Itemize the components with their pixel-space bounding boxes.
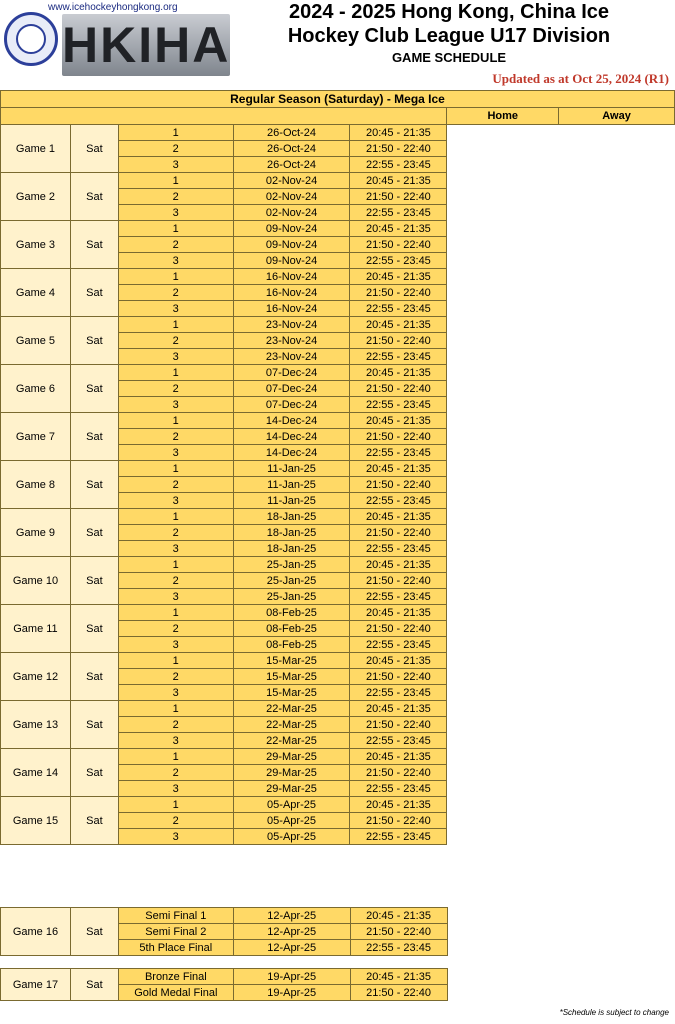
slot-time: 22:55 - 23:45 [350,637,447,653]
page-title-line1: 2024 - 2025 Hong Kong, China Ice [288,1,610,23]
slot-date: 26-Oct-24 [233,125,350,141]
slot-number: 1 [118,221,233,237]
slot-number: 3 [118,733,233,749]
slot-time: 22:55 - 23:45 [350,733,447,749]
slot-time: 21:50 - 22:40 [350,621,447,637]
slot-number: 1 [118,461,233,477]
slot-number: Semi Final 2 [118,924,233,940]
slot-time: 21:50 - 22:40 [350,924,447,940]
game-day: Sat [70,701,118,749]
slot-date: 29-Mar-25 [233,781,350,797]
slot-number: 3 [118,589,233,605]
slot-number: 1 [118,173,233,189]
slot-time: 20:45 - 21:35 [350,317,447,333]
slot-time: 21:50 - 22:40 [350,141,447,157]
slot-time: 20:45 - 21:35 [350,173,447,189]
slot-date: 02-Nov-24 [233,205,350,221]
slot-date: 07-Dec-24 [233,397,350,413]
slot-date: 11-Jan-25 [233,461,350,477]
association-seal-icon [4,12,58,66]
slot-time: 20:45 - 21:35 [350,413,447,429]
game-day: Sat [70,509,118,557]
slot-date: 18-Jan-25 [233,509,350,525]
slot-date: 23-Nov-24 [233,317,350,333]
table-row [1,969,675,985]
table-row [1,701,675,717]
slot-date: 02-Nov-24 [233,189,350,205]
slot-number: 3 [118,253,233,269]
slot-number: 1 [118,605,233,621]
logo-text: HKIHA [62,17,231,73]
playoffs-table [0,907,675,956]
slot-date: 07-Dec-24 [233,381,350,397]
slot-date: 15-Mar-25 [233,685,350,701]
slot-number: 3 [118,205,233,221]
slot-time: 22:55 - 23:45 [350,589,447,605]
slot-number: 2 [118,285,233,301]
slot-time: 21:50 - 22:40 [350,765,447,781]
slot-date: 07-Dec-24 [233,365,350,381]
game-label: Game 11 [1,605,71,653]
game-label: Game 12 [1,653,71,701]
game-day: Sat [70,173,118,221]
slot-number: 3 [118,301,233,317]
game-label: Game 16 [1,908,71,956]
slot-time: 22:55 - 23:45 [350,940,447,956]
table-row [1,413,675,429]
slot-time: 20:45 - 21:35 [350,701,447,717]
page-title-line2: Hockey Club League U17 Division [287,25,611,47]
slot-date: 23-Nov-24 [233,333,350,349]
slot-number: 3 [118,157,233,173]
season-title: Regular Season (Saturday) - Mega Ice [1,91,675,108]
slot-number: 3 [118,445,233,461]
slot-date: 16-Nov-24 [233,301,350,317]
slot-number: 2 [118,669,233,685]
game-label: Game 13 [1,701,71,749]
slot-date: 14-Dec-24 [233,429,350,445]
slot-date: 08-Feb-25 [233,637,350,653]
slot-time: 21:50 - 22:40 [350,669,447,685]
regular-season-table [0,90,675,845]
slot-date: 25-Jan-25 [233,589,350,605]
table-row [1,269,675,285]
game-label: Game 5 [1,317,71,365]
slot-number: 3 [118,829,233,845]
slot-time: 21:50 - 22:40 [350,237,447,253]
slot-date: 26-Oct-24 [233,157,350,173]
slot-number: 2 [118,573,233,589]
game-day: Sat [70,908,118,956]
slot-time: 22:55 - 23:45 [350,205,447,221]
slot-number: 1 [118,413,233,429]
game-label: Game 10 [1,557,71,605]
slot-time: 22:55 - 23:45 [350,253,447,269]
slot-time: 20:45 - 21:35 [350,557,447,573]
game-label: Game 8 [1,461,71,509]
slot-number: 3 [118,541,233,557]
game-label: Game 14 [1,749,71,797]
updated-date: Updated as at Oct 25, 2024 (R1) [492,71,669,86]
table-row [1,461,675,477]
slot-time: 20:45 - 21:35 [350,221,447,237]
game-day: Sat [70,125,118,173]
slot-time: 21:50 - 22:40 [350,717,447,733]
game-label: Game 3 [1,221,71,269]
game-day: Sat [70,797,118,845]
slot-time: 21:50 - 22:40 [350,477,447,493]
slot-date: 15-Mar-25 [233,653,350,669]
game-label: Game 9 [1,509,71,557]
slot-number: 3 [118,493,233,509]
slot-date: 02-Nov-24 [233,173,350,189]
home-header: Home [447,108,559,125]
slot-date: 14-Dec-24 [233,445,350,461]
slot-date: 12-Apr-25 [233,908,350,924]
game-day: Sat [70,653,118,701]
slot-time: 21:50 - 22:40 [350,573,447,589]
slot-date: 09-Nov-24 [233,237,350,253]
slot-time: 22:55 - 23:45 [350,781,447,797]
slot-date: 09-Nov-24 [233,221,350,237]
slot-date: 18-Jan-25 [233,541,350,557]
slot-time: 22:55 - 23:45 [350,685,447,701]
game-day: Sat [70,969,118,1001]
slot-number: 2 [118,525,233,541]
header-spacer [1,108,447,125]
game-day: Sat [70,461,118,509]
slot-number: 2 [118,429,233,445]
slot-time: 22:55 - 23:45 [350,157,447,173]
slot-number: 3 [118,781,233,797]
slot-time: 22:55 - 23:45 [350,301,447,317]
slot-time: 21:50 - 22:40 [350,985,447,1001]
table-row [1,557,675,573]
slot-number: 2 [118,813,233,829]
slot-time: 22:55 - 23:45 [350,445,447,461]
slot-time: 21:50 - 22:40 [350,333,447,349]
away-header: Away [559,108,675,125]
game-day: Sat [70,269,118,317]
slot-number: 2 [118,189,233,205]
slot-number: 2 [118,621,233,637]
slot-number: 1 [118,125,233,141]
games-body [1,125,675,845]
game-day: Sat [70,605,118,653]
table-row [1,125,675,141]
slot-number: Bronze Final [118,969,233,985]
game-day: Sat [70,749,118,797]
slot-date: 11-Jan-25 [233,493,350,509]
game-label: Game 4 [1,269,71,317]
slot-date: 05-Apr-25 [233,813,350,829]
slot-date: 12-Apr-25 [233,924,350,940]
slot-number: Semi Final 1 [118,908,233,924]
slot-number: 1 [118,317,233,333]
game-label: Game 15 [1,797,71,845]
hkiha-wordmark [62,14,230,76]
table-row [1,653,675,669]
slot-number: 1 [118,557,233,573]
slot-time: 22:55 - 23:45 [350,493,447,509]
game-label: Game 2 [1,173,71,221]
slot-number: 1 [118,365,233,381]
page-subtitle: GAME SCHEDULE [391,50,507,65]
table-row [1,221,675,237]
table-row [1,797,675,813]
slot-time: 22:55 - 23:45 [350,829,447,845]
table-row [1,173,675,189]
slot-number: 2 [118,141,233,157]
game-day: Sat [70,557,118,605]
slot-number: 3 [118,685,233,701]
slot-time: 20:45 - 21:35 [350,749,447,765]
website-url: www.icehockeyhongkong.org [48,2,178,13]
slot-date: 05-Apr-25 [233,829,350,845]
slot-number: 3 [118,349,233,365]
slot-date: 23-Nov-24 [233,349,350,365]
slot-number: 1 [118,509,233,525]
slot-time: 20:45 - 21:35 [350,605,447,621]
hkiha-logo [0,0,232,88]
slot-number: 5th Place Final [118,940,233,956]
slot-date: 12-Apr-25 [233,940,350,956]
slot-date: 25-Jan-25 [233,573,350,589]
slot-number: 2 [118,765,233,781]
slot-date: 05-Apr-25 [233,797,350,813]
slot-date: 08-Feb-25 [233,621,350,637]
slot-date: 19-Apr-25 [233,969,350,985]
slot-time: 20:45 - 21:35 [350,365,447,381]
slot-number: 1 [118,653,233,669]
slot-time: 21:50 - 22:40 [350,525,447,541]
table-row [1,908,675,924]
slot-date: 26-Oct-24 [233,141,350,157]
slot-date: 22-Mar-25 [233,701,350,717]
slot-time: 20:45 - 21:35 [350,461,447,477]
slot-time: 20:45 - 21:35 [350,797,447,813]
table-row [1,365,675,381]
slot-number: 1 [118,701,233,717]
slot-date: 14-Dec-24 [233,413,350,429]
slot-date: 08-Feb-25 [233,605,350,621]
page-header [0,0,675,90]
slot-number: 1 [118,797,233,813]
slot-time: 20:45 - 21:35 [350,509,447,525]
slot-date: 29-Mar-25 [233,765,350,781]
finals-table [0,968,675,1001]
slot-number: 1 [118,269,233,285]
slot-date: 18-Jan-25 [233,525,350,541]
slot-time: 21:50 - 22:40 [350,381,447,397]
footnote: *Schedule is subject to change [559,1008,669,1017]
slot-date: 09-Nov-24 [233,253,350,269]
finals-body [1,969,675,1001]
game-label: Game 17 [1,969,71,1001]
slot-number: 3 [118,397,233,413]
slot-time: 20:45 - 21:35 [350,269,447,285]
game-day: Sat [70,365,118,413]
slot-time: 20:45 - 21:35 [350,908,447,924]
slot-date: 22-Mar-25 [233,733,350,749]
table-row [1,509,675,525]
slot-number: 2 [118,477,233,493]
slot-time: 21:50 - 22:40 [350,285,447,301]
slot-time: 21:50 - 22:40 [350,429,447,445]
slot-date: 11-Jan-25 [233,477,350,493]
game-day: Sat [70,317,118,365]
slot-time: 22:55 - 23:45 [350,541,447,557]
slot-date: 25-Jan-25 [233,557,350,573]
slot-date: 16-Nov-24 [233,269,350,285]
slot-time: 21:50 - 22:40 [350,189,447,205]
playoffs-body [1,908,675,956]
slot-number: 3 [118,637,233,653]
slot-time: 20:45 - 21:35 [350,969,447,985]
game-label: Game 1 [1,125,71,173]
slot-number: 2 [118,717,233,733]
slot-time: 22:55 - 23:45 [350,349,447,365]
slot-number: 2 [118,333,233,349]
slot-number: 1 [118,749,233,765]
slot-date: 29-Mar-25 [233,749,350,765]
table-row [1,605,675,621]
slot-number: Gold Medal Final [118,985,233,1001]
slot-time: 22:55 - 23:45 [350,397,447,413]
slot-time: 21:50 - 22:40 [350,813,447,829]
slot-time: 20:45 - 21:35 [350,125,447,141]
slot-number: 2 [118,381,233,397]
slot-date: 19-Apr-25 [233,985,350,1001]
game-label: Game 6 [1,365,71,413]
slot-date: 22-Mar-25 [233,717,350,733]
table-row [1,317,675,333]
table-row [1,749,675,765]
game-label: Game 7 [1,413,71,461]
game-day: Sat [70,221,118,269]
slot-number: 2 [118,237,233,253]
slot-date: 16-Nov-24 [233,285,350,301]
slot-time: 20:45 - 21:35 [350,653,447,669]
game-day: Sat [70,413,118,461]
slot-date: 15-Mar-25 [233,669,350,685]
